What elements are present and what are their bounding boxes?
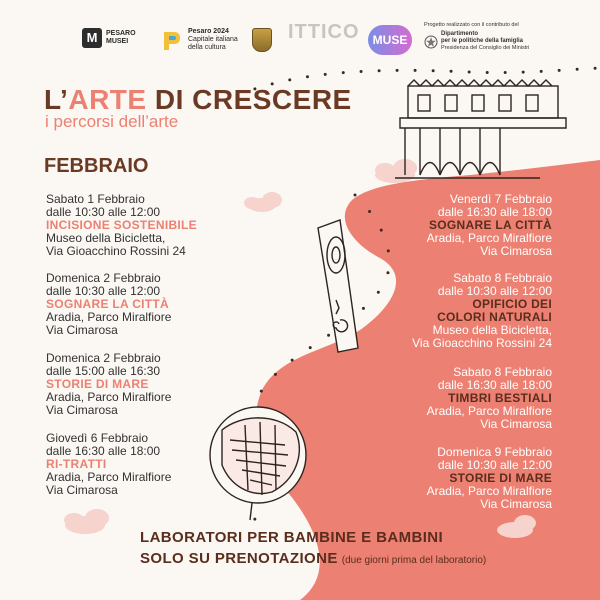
event-time: dalle 10:30 alle 12:00 <box>46 284 161 298</box>
footer-note: (due giorni prima del laboratorio) <box>341 555 487 566</box>
pesaro-2024-mark-icon <box>160 28 184 52</box>
pesaro-musei-mark: M <box>82 28 102 48</box>
event-date: Domenica 2 Febbraio <box>46 271 161 285</box>
event-date: Domenica 2 Febbraio <box>46 351 161 365</box>
event-item <box>427 193 552 258</box>
event-item <box>46 272 171 337</box>
month-heading: FEBBRAIO <box>44 155 149 177</box>
event-address: Via Cimarosa <box>480 497 552 511</box>
event-item <box>427 366 552 431</box>
event-address: Via Cimarosa <box>480 417 552 431</box>
event-date: Domenica 9 Febbraio <box>437 445 552 459</box>
cloud-icon <box>64 509 109 534</box>
event-address: Via Cimarosa <box>480 244 552 258</box>
sculpture-illustration <box>318 220 358 352</box>
event-name: STORIE DI MARE <box>449 471 552 485</box>
event-date: Sabato 8 Febbraio <box>453 271 552 285</box>
pesaro-2024-logo: Pesaro 2024 Capitale italiana della cultura <box>160 28 238 52</box>
event-place: Museo della Bicicletta, <box>432 323 552 337</box>
event-name: OPIFICIO DEI <box>472 297 552 311</box>
event-item <box>427 446 552 511</box>
footer-line-2: SOLO SU PRENOTAZIONE (due giorni prima del laboratorio) <box>140 550 487 567</box>
event-place: Aradia, Parco Miralfiore <box>46 390 172 404</box>
muse-logo: MUSE <box>368 25 412 55</box>
event-address: Via Cimarosa <box>46 403 118 417</box>
event-time: dalle 16:30 alle 18:00 <box>437 378 552 392</box>
palace-illustration <box>395 80 566 178</box>
event-date: Sabato 1 Febbraio <box>46 192 145 206</box>
event-item <box>412 272 552 350</box>
event-address: Via Cimarosa <box>46 323 118 337</box>
page-title: L’ARTE DI CRESCERE <box>44 84 352 115</box>
event-place: Aradia, Parco Miralfiore <box>426 484 552 498</box>
footer-line-1: LABORATORI PER BAMBINE E BAMBINI <box>140 529 444 546</box>
cloud-icon <box>244 192 282 212</box>
event-name: STORIE DI MARE <box>46 377 149 391</box>
city-crest-logo <box>252 28 272 52</box>
event-address: Via Gioacchino Rossini 24 <box>412 336 552 350</box>
event-time: dalle 10:30 alle 12:00 <box>46 205 161 219</box>
event-date: Giovedì 6 Febbraio <box>46 431 149 445</box>
sphere-sculpture-illustration <box>210 407 306 520</box>
event-name: SOGNARE LA CITTÀ <box>428 218 552 232</box>
event-address: Via Gioacchino Rossini 24 <box>46 244 186 258</box>
pesaro-musei-logo: M PESARO MUSEI <box>82 28 136 48</box>
crest-icon <box>252 28 272 52</box>
event-address: Via Cimarosa <box>46 483 118 497</box>
event-name: SOGNARE LA CITTÀ <box>46 297 170 311</box>
event-time: dalle 16:30 alle 18:00 <box>437 205 552 219</box>
government-logo: Progetto realizzato con il contributo del Dipartimento per le politiche della famiglia Presidenza del Consiglio dei Ministri <box>424 22 530 51</box>
ittico-logo: ITTICO <box>288 21 360 43</box>
event-place: Aradia, Parco Miralfiore <box>426 404 552 418</box>
event-place: Museo della Bicicletta, <box>46 231 166 245</box>
event-item <box>46 432 171 497</box>
event-name: INCISIONE SOSTENIBILE <box>46 218 197 232</box>
event-time: dalle 10:30 alle 12:00 <box>437 458 552 472</box>
logo-bar <box>0 22 600 62</box>
event-date: Venerdì 7 Febbraio <box>449 192 552 206</box>
event-name: COLORI NATURALI <box>437 310 552 324</box>
event-place: Aradia, Parco Miralfiore <box>46 310 172 324</box>
event-item <box>46 352 171 417</box>
cloud-icon <box>375 159 417 183</box>
event-item <box>46 193 197 258</box>
italian-emblem-icon <box>424 35 438 49</box>
event-time: dalle 15:00 alle 16:30 <box>46 364 161 378</box>
page-subtitle: i percorsi dell’arte <box>45 112 179 131</box>
event-time: dalle 10:30 alle 12:00 <box>437 284 552 298</box>
event-name: RI-TRATTI <box>46 457 107 471</box>
event-place: Aradia, Parco Miralfiore <box>426 231 552 245</box>
event-time: dalle 16:30 alle 18:00 <box>46 444 161 458</box>
event-name: TIMBRI BESTIALI <box>448 391 552 405</box>
event-place: Aradia, Parco Miralfiore <box>46 470 172 484</box>
event-date: Sabato 8 Febbraio <box>453 365 552 379</box>
